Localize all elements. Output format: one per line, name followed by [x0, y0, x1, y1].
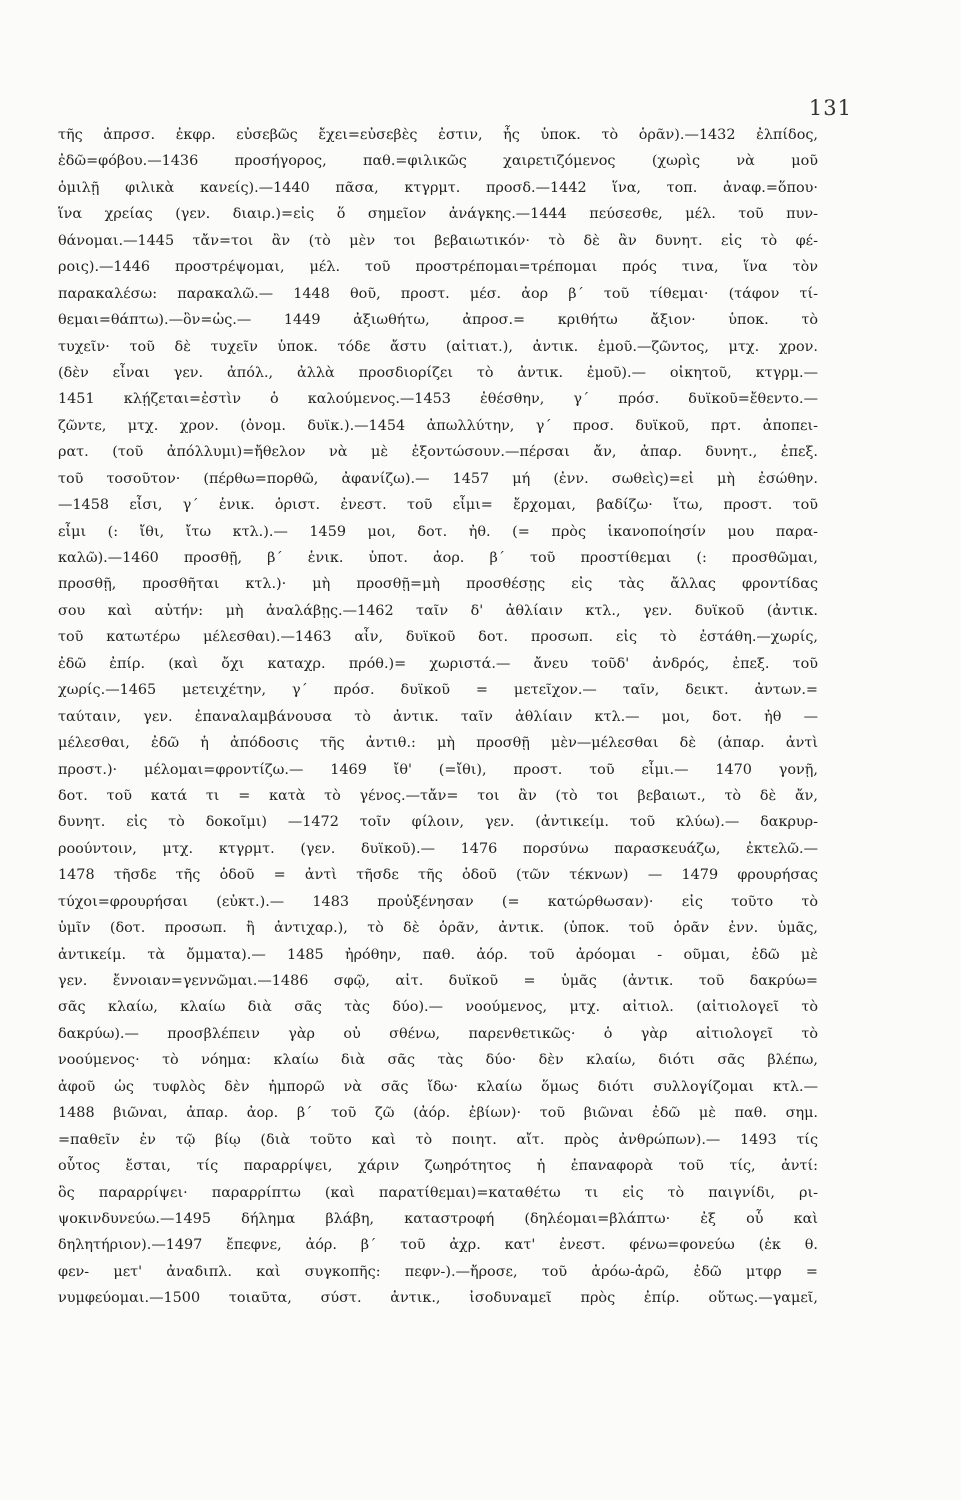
text-line: τυχεῖν· τοῦ δὲ τυχεῖν ὑποκ. τόδε ἄστυ (αἰτιατ.), ἀντικ. ἐμοῦ.—ζῶντος, μτχ. χρον.: [58, 338, 818, 355]
text-line: ἐδῶ=φόβου.—1436 προσήγορος, παθ.=φιλικῶς χαιρετιζόμενος (χωρὶς νὰ μοῦ: [58, 153, 818, 170]
text-line: μέλεσθαι, ἐδῶ ἡ ἀπόδοσις τῆς ἀντιθ.: μὴ προσθῇ μὲν—μέλεσθαι δὲ (ἀπαρ. ἀντὶ: [58, 735, 818, 752]
text-line: ταύταιν, γεν. ἐπαναλαμβάνουσα τὸ ἀντικ. ταῖν ἀθλίαιν κτλ.— μοι, δοτ. ἠθ —: [58, 708, 818, 725]
text-line: τοῦ τοσοῦτον· (πέρθω=πορθῶ, ἀφανίζω).— 1457 μή (ἐνν. σωθεὶς)=εἰ μὴ ἐσώθην.: [58, 470, 818, 487]
text-line: εἶμι (: ἴθι, ἴτω κτλ.).— 1459 μοι, δοτ. ἠθ. (= πρὸς ἱκανοποίησίν μου παρα-: [58, 523, 818, 540]
text-line: ροούντοιν, μτχ. κτγρμτ. (γεν. δυϊκοῦ).— 1476 πορσύνω παρασκευάζω, ἐκτελῶ.—: [58, 840, 818, 857]
text-line: φεν- μετ' ἀναδιπλ. καὶ συγκοπῆς: πεφν-).—ἤροσε, τοῦ ἀρόω-ἀρῶ, ἐδῶ μτφρ =: [58, 1263, 818, 1280]
text-line: θάνομαι.—1445 τἄν=τοι ἂν (τὸ μὲν τοι βεβαιωτικόν· τὸ δὲ ἂν δυνητ. εἰς τὸ φέ-: [58, 232, 818, 249]
text-line: ὁμιλῇ φιλικὰ κανείς).—1440 πᾶσα, κτγρμτ. προσδ.—1442 ἵνα, τοπ. ἀναφ.=ὅπου·: [58, 179, 818, 196]
text-line: δακρύω).— προσβλέπειν γὰρ οὐ σθένω, παρενθετικῶς· ὁ γὰρ αἰτιολογεῖ τὸ: [58, 1025, 818, 1042]
text-line: (δὲν εἶναι γεν. ἀπόλ., ἀλλὰ προσδιορίζει τὸ ἀντικ. ἐμοῦ).— οἰκητοῦ, κτγρμ.—: [58, 364, 818, 381]
text-line: ὃς παραρρίψει· παραρρίπτω (καὶ παρατίθεμαι)=καταθέτω τι εἰς τὸ παιγνίδι, ρι-: [58, 1184, 818, 1201]
text-line: οὗτος ἔσται, τίς παραρρίψει, χάριν ζωηρότητος ἡ ἐπαναφορὰ τοῦ τίς, ἀντί:: [58, 1158, 818, 1175]
text-line: γεν. ἔννοιαν=γεννῶμαι.—1486 σφῷ, αἰτ. δυϊκοῦ = ὑμᾶς (ἀντικ. τοῦ δακρύω=: [58, 973, 818, 989]
page-number: 131: [808, 96, 852, 120]
text-line: νυμφεύομαι.—1500 τοιαῦτα, σύστ. ἀντικ., ἰσοδυναμεῖ πρὸς ἐπίρ. οὕτως.—γαμεῖ,: [58, 1290, 818, 1307]
text-line: σᾶς κλαίω, κλαίω διὰ σᾶς τὰς δύο).— νοούμενος, μτχ. αἰτιολ. (αἰτιολογεῖ τὸ: [58, 999, 818, 1016]
text-line: ροις).—1446 προστρέψομαι, μέλ. τοῦ προστρέπομαι=τρέπομαι πρός τινα, ἵνα τὸν: [58, 259, 818, 276]
text-line: δυνητ. εἰς τὸ δοκοῖμι) —1472 τοῖν φίλοιν, γεν. (ἀντικείμ. τοῦ κλύω).— δακρυρ-: [58, 814, 818, 831]
text-line: τύχοι=φρουρήσαι (εὐκτ.).— 1483 προὐξένησαν (= κατώρθωσαν)· εἰς τοῦτο τὸ: [58, 893, 818, 910]
text-line: ἐδῶ ἐπίρ. (καὶ ὄχι καταχρ. πρόθ.)= χωριστά.— ἄνευ τοῦδ' ἀνδρός, ἐπεξ. τοῦ: [58, 655, 818, 672]
text-line: δηλητήριον).—1497 ἔπεφνε, ἀόρ. β΄ τοῦ ἀχρ. κατ' ἐνεστ. φένω=φονεύω (ἐκ θ.: [58, 1237, 818, 1254]
text-line: τοῦ κατωτέρω μέλεσθαι).—1463 αἶν, δυϊκοῦ δοτ. προσωπ. εἰς τὸ ἐστάθη.—χωρίς,: [58, 629, 818, 646]
text-line: παρακαλέσω: παρακαλῶ.— 1448 θοῦ, προστ. μέσ. ἀορ β΄ τοῦ τίθεμαι· (τάφον τί-: [58, 285, 818, 302]
text-line: —1458 εἶσι, γ΄ ἑνικ. ὁριστ. ἐνεστ. τοῦ εἶμι= ἔρχομαι, βαδίζω· ἴτω, προστ. τοῦ: [58, 497, 818, 514]
text-line: 1488 βιῶναι, ἀπαρ. ἀορ. β΄ τοῦ ζῶ (ἀόρ. ἐβίων)· τοῦ βιῶναι ἐδῶ μὲ παθ. σημ.: [58, 1105, 818, 1122]
text-line: τῆς ἀπρσσ. ἐκφρ. εὐσεβῶς ἔχει=εὐσεβὲς ἐστιν, ἧς ὑποκ. τὸ ὁρᾶν).—1432 ἐλπίδος,: [58, 127, 818, 143]
text-line: σου καὶ αὐτήν: μὴ ἀναλάβῃς.—1462 ταῖν δ' ἀθλίαιν κτλ., γεν. δυϊκοῦ (ἀντικ.: [58, 602, 818, 619]
text-line: =παθεῖν ἐν τῷ βίῳ (διὰ τοῦτο καὶ τὸ ποιητ. αἴτ. πρὸς ἀνθρώπων).— 1493 τίς: [58, 1131, 818, 1148]
text-line: θεμαι=θάπτω).—ὃν=ὡς.— 1449 ἀξιωθήτω, ἀπροσ.= κριθήτω ἄξιον· ὑποκ. τὸ: [58, 312, 818, 329]
text-line: δοτ. τοῦ κατά τι = κατὰ τὸ γένος.—τἄν= τοι ἂν (τὸ τοι βεβαιωτ., τὸ δὲ ἄν,: [58, 787, 818, 804]
text-line: ζῶντε, μτχ. χρον. (ὀνομ. δυϊκ.).—1454 ἀπωλλύτην, γ΄ προσ. δυϊκοῦ, πρτ. ἀποπει-: [58, 417, 818, 434]
text-line: νοούμενος· τὸ νόημα: κλαίω διὰ σᾶς τὰς δύο· δὲν κλαίω, διότι σᾶς βλέπω,: [58, 1052, 818, 1069]
text-line: καλῶ).—1460 προσθῇ, β΄ ἑνικ. ὑποτ. ἀορ. β΄ τοῦ προστίθεμαι (: προσθῶμαι,: [58, 550, 818, 566]
text-line: ψοκινδυνεύω.—1495 δήλημα βλάβη, καταστροφή (δηλέομαι=βλάπτω· ἐξ οὗ καὶ: [58, 1210, 818, 1227]
text-line: ρατ. (τοῦ ἀπόλλυμι)=ἤθελον νὰ μὲ ἐξοντώσουν.—πέρσαι ἄν, ἀπαρ. δυνητ., ἐπεξ.: [58, 444, 818, 461]
text-line: 1451 κλῄζεται=ἐστὶν ὁ καλούμενος.—1453 ἐθέσθην, γ΄ πρόσ. δυϊκοῦ=ἔθεντο.—: [58, 391, 818, 408]
text-line: χωρίς.—1465 μετειχέτην, γ΄ πρόσ. δυϊκοῦ = μετεῖχον.— ταῖν, δεικτ. ἀντων.=: [58, 682, 818, 699]
text-line: ἵνα χρείας (γεν. διαιρ.)=εἰς ὅ σημεῖον ἀνάγκης.—1444 πεύσεσθε, μέλ. τοῦ πυν-: [58, 206, 818, 223]
text-line: ἀφοῦ ὡς τυφλὸς δὲν ἠμπορῶ νὰ σᾶς ἴδω· κλαίω ὅμως διότι συλλογίζομαι κτλ.—: [58, 1078, 818, 1095]
text-line: ὑμῖν (δοτ. προσωπ. ἢ ἀντιχαρ.), τὸ δὲ ὁρᾶν, ἀντικ. (ὑποκ. τοῦ ὁρᾶν ἐνν. ὑμᾶς,: [58, 920, 818, 937]
commentary-text: [58, 122, 818, 1312]
text-line: προστ.)· μέλομαι=φροντίζω.— 1469 ἴθ' (=ἴθι), προστ. τοῦ εἶμι.— 1470 γονῇ,: [58, 761, 818, 778]
text-line: ἀντικείμ. τὰ ὄμματα).— 1485 ἠρόθην, παθ. ἀόρ. τοῦ ἀρόομαι - οῦμαι, ἐδῶ μὲ: [58, 946, 818, 963]
text-line: 1478 τῆσδε τῆς ὁδοῦ = ἀντὶ τῆσδε τῆς ὁδοῦ (τῶν τέκνων) — 1479 φρουρήσας: [58, 867, 818, 884]
text-line: προσθῇ, προσθῆται κτλ.)· μὴ προσθῇ=μὴ προσθέσῃς εἰς τὰς ἄλλας φροντίδας: [58, 576, 818, 593]
